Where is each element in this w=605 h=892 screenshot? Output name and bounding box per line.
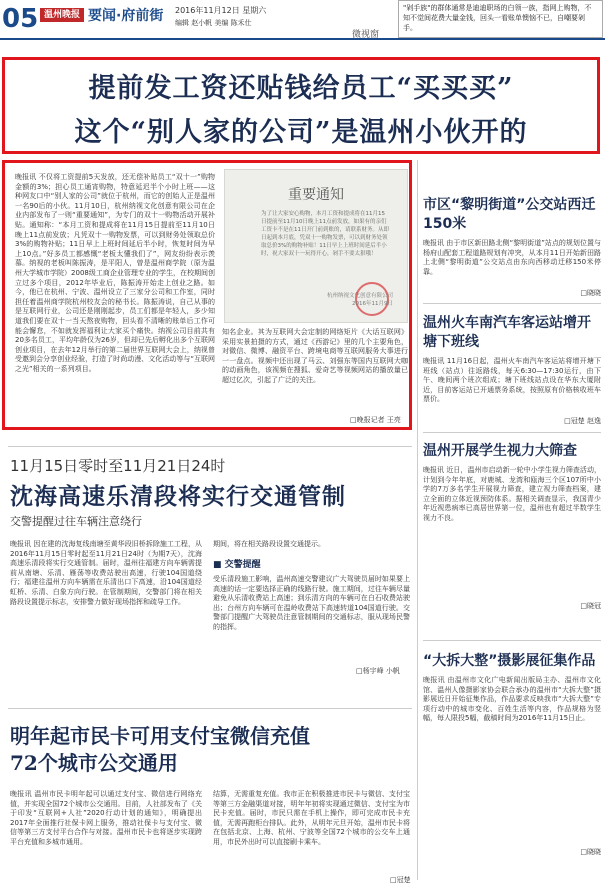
sidebar-story-title: 温州火车南汽车客运站增开塘下班线	[423, 315, 591, 350]
traffic-subtitle: 交警提醒过往车辆注意绕行	[10, 515, 142, 528]
traffic-body-left: 晚报讯 因在建的沈海复线南塘至黄华段旧桥拆除施工工程，从2016年11月15日零时起至11月21日24时（为期7天），沈海高速乐清段将实行交通管制。届时，温州往福建方向车辆需提前从南塘、乐清、雁荡等收费站驶出高速，行驶104国道绕行；福建往温州方向车辆需在乐清出口下高速，沿104国道经虹桥、乐清、白象方向行驶。在管制期间，交警部门将在相关路段设置提示标志，安排警力做好现场指挥和疏导工作。	[10, 540, 202, 606]
traffic-body-right-top: 期间，将在相关路段设置交通提示。	[213, 540, 325, 548]
notice-signature: 杭州纳视文化创意有限公司 2016年11月9日	[326, 293, 393, 307]
sidebar-separator	[423, 640, 601, 641]
issue-date: 2016年11月12日 星期六	[175, 6, 267, 15]
masthead	[0, 0, 605, 40]
sidebar-story-title: 温州开展学生视力大筛查	[423, 443, 577, 459]
sidebar-separator	[423, 303, 601, 304]
page-number: 05	[2, 4, 39, 34]
paper-logo: 温州晚报	[40, 8, 84, 22]
wallet-headline-line-1: 明年起市民卡可用支付宝微信充值	[10, 724, 310, 748]
notice-photo	[224, 169, 408, 323]
sidebar-story	[423, 196, 601, 298]
sidebar-story-body: 晚报讯 由温州市文化广电新闻出版局主办、温州市文化馆、温州人像摄影家协会联合承办的温州市“大拆大整”摄影展近日开始征集作品，作品要求反映我市“大拆大整”专项行动中的城市变化、百姓生活等内容，作品规格为竖幅，每人限投5幅，截稿时间为2016年11月15日止。	[423, 676, 601, 723]
traffic-byline: □杨宇峰 小帆	[356, 667, 400, 675]
sidebar-story-body: 晚报讯 近日，温州市启动新一轮中小学生视力筛查活动，计划到今年年底，对鹿城、龙湾和瓯海三个区107所中小学的7万多名学生开展视力筛查，建立视力筛查档案，建立全面的立体近视预防体系。据相关调查显示，我国青少年近视患病率已高居世界第一位，温州也有超过半数学生视力不良。	[423, 466, 601, 522]
staff-credits: 编辑 赵小帆 美编 陈禾仕	[175, 19, 252, 27]
lead-headline-line-2: 这个“别人家的公司”是温州小伙开的	[74, 117, 528, 148]
sidebar-story	[423, 442, 601, 611]
lead-headline-line-1: 提前发工资还贴钱给员工“买买买”	[88, 73, 514, 104]
wallet-body-left: 晚报讯 温州市民卡明年起可以通过支付宝、微信进行网络充值，并实现全国72个城市公交通用。目前，人社部发布了《关于印发“互联网+人社”2020行动计划的通知》，明确提出2017年全面推行社保卡网上服务，推动社保卡与支付宝、微信等第三方支付平台合作与对接。温州市民卡也将逐步实现跨平台充值和多城市通用。	[10, 790, 202, 846]
traffic-body-right: 受乐清段施工影响，温州高速交警建议广大驾驶员届时如果要上高速的话一定要选择正确的线路行驶。施工期间，过往车辆尽量避免从乐清收费站上高速；到乐清方向的车辆可在白石收费站驶出；台州方向车辆可在温岭收费站下高速转道104国道行驶。交警部门提醒广大驾驶员注意管制期间的交通标志，服从现场民警的指挥。	[213, 575, 410, 631]
sidebar-story-byline: □冠楚 赵逸	[564, 417, 601, 425]
traffic-subheading: ■ 交警提醒	[213, 560, 261, 570]
section-name: 要闻·府前街	[88, 8, 164, 24]
traffic-kicker: 11月15日零时至11月21日24时	[10, 457, 226, 475]
sidebar-story-body: 晚报讯 由于市区新田路北侧“黎明街道”站点的规划位置与杨府山配套工程道路规划有冲突，从本月11日开始新田路上北侧“黎明街道”公交站点由东向西移动迁移150米停靠。	[423, 239, 601, 276]
sidebar-story-title: 市区“黎明街道”公交站西迁150米	[423, 197, 596, 232]
sidebar-story-byline: □晓晓	[580, 289, 601, 297]
wallet-byline: □冠楚	[390, 876, 411, 884]
lead-headline-box	[2, 57, 600, 154]
wallet-headline-line-2: 72个城市公交通用	[10, 751, 178, 775]
traffic-headline: 沈海高速乐清段将实行交通管制	[10, 483, 346, 510]
sidebar-story-byline: □晓冠	[580, 602, 601, 610]
lead-story	[2, 160, 412, 430]
notice-title: 重要通知	[288, 187, 344, 203]
sidebar-story-title: “大拆大整”摄影展征集作品	[423, 653, 596, 669]
section-separator	[8, 446, 412, 447]
column-divider	[417, 160, 418, 880]
masthead-blurb: "剁手族"的群体通常是迪迪职场的白领一族，指网上购物，不知不觉间花费大量金钱，回头一看账单懊恼不已，自嘲要剁手。	[398, 0, 603, 38]
wallet-body-right: 结算，无需重复充值。我市正在积极推进市民卡与微信、支付宝等第三方金融渠道对接，明年年初将实现通过微信、支付宝为市民卡充值。届时，市民只需在手机上操作，即可完成市民卡充值，无需再跑柜台排队。此外，从明年元旦开始，温州市民卡将在包括北京、上海、杭州、宁波等全国72个城市的公交车上通用，市民外出时可以直接刷卡乘车。	[213, 790, 410, 846]
sidebar-story	[423, 652, 601, 857]
section-separator	[8, 708, 412, 709]
lead-body-right: 知名企业。其为互联网大会定制的网络矩片《大话互联网》采用实景拍摄的方式，通过《西游记》里的几个主要角色，对微信、微博、融资平台、跨境电商等互联网服务大事进行一一盘点。视频中还出现了马云、刘强东等国内互联网大咖的动画角色，该视频在搜狐、爱奇艺等视频网站的播放量已超过亿次，引起了广泛的关注。	[222, 328, 408, 384]
traffic-subheading-text: 交警提醒	[224, 560, 261, 570]
sidebar-story-body: 晚报讯 11月16日起，温州火车南汽车客运站将增开塘下班线（站点）往返路线，每天6:30—17:30运行，由下午、晚间两个班次组成；塘下班线站点设在华东大厦附近，目前客运站已开通票务系统，按照原有价格核收班车票价。	[423, 357, 601, 404]
sidebar-story-byline: □晓晓	[580, 848, 601, 856]
sidebar-separator	[423, 432, 601, 433]
lead-byline: □晚报记者 王亮	[350, 416, 401, 424]
notice-text: 为了让大家安心购物，本月工资和提成将在11月15日提前至11月10日晚上11点前发放，如果有的亲们工资卡不是在11日开门前到账的，请联系财务。从即日起到本月底，凭双十一购物发票，可以到财务处领取总价3%的购物补贴！11日早上上班时间延后半小时，祝大家双十一玩得开心，剁手不要太狠哦！	[261, 211, 390, 257]
lead-body-left: 晚报讯 不仅将工资提前5天发放，还无偿补贴员工“双十一”购物金额的3%；担心员工通宵购物，特意延迟半个小时上班——这种网友口中“别人家的公司”就位于杭州，而它的创始人正是温州一名90后的小伙。11月10日，杭州纳视文化创意有限公司在企业内部发布了一则“重要通知”，为专门的双十一购物活动开展补贴。通知称：“本月工资和提成将在11月15日提前至11月10日晚上11点前发放；凡凭双十一购物发票，可以到财务处领取总价3%的购物补贴；11日早上上班时间延后半小时，恢复时间为早上10点。”好多员工都感慨“老板太懂我们了”，网友纷纷表示羡慕。纳视的老板叫陈振涛，是平阳人，曾是温州商学院（原为温州大学城市学院）2008级工商企业管理专业的学生，在校期间创立过多个项目，2012年毕业后，陈振涛开始走上创业之路。如今，他已在杭州、宁波、温州设立了三家分公司和工作室，同时担任着温州商学院杭州校友会的秘书长。陈振涛说，自己从事的是互联网行业，公司还是刚刚起步，员工们都是年轻人，多少知道我们要在双十一当天熬夜购物，回头看不清晰的账单后工作可能会懈怠，不如就发挥福利让大家买个痛快。纳视公司目前共有20多名员工，平均年龄仅为26岁，但却已先后孵化出多个互联网创业项目，在去年12月举行的第二届世界互联网大会上，纳视曾受邀到会分享创业经验，打造了时尚动漫、文化活动等与“互联网之光”相关的一系列项目。	[15, 173, 215, 373]
sidebar-story	[423, 314, 601, 426]
column-label: 微视窗	[352, 30, 380, 40]
